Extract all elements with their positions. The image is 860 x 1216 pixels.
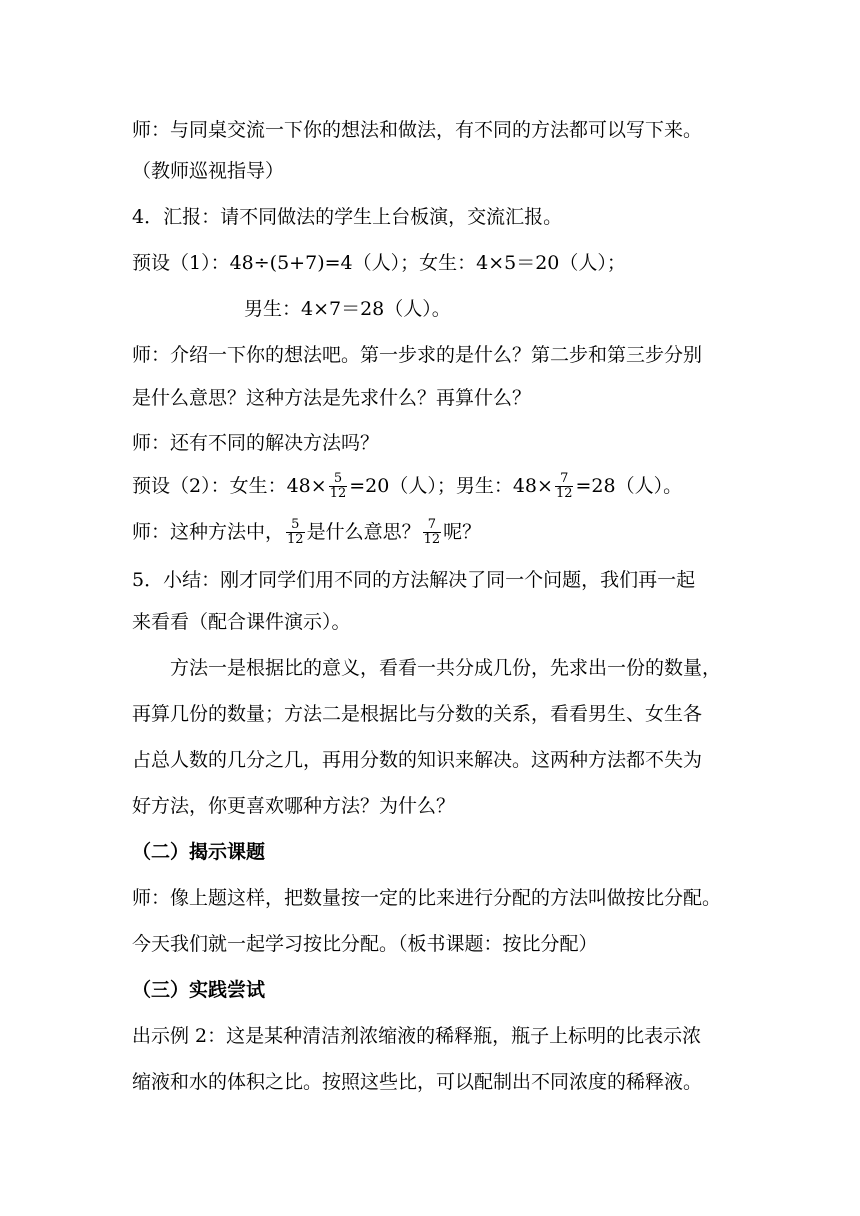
section-heading: （三）实践尝试 bbox=[132, 979, 266, 1001]
fraction bbox=[286, 518, 305, 547]
paragraph-line: 好方法，你更喜欢哪种方法？为什么？ bbox=[132, 795, 456, 817]
text-segment: =20（人）；男生：48× bbox=[349, 475, 553, 497]
paragraph-line: 4．汇报：请不同做法的学生上台板演，交流汇报。 bbox=[132, 206, 563, 228]
paragraph-line: 今天我们就一起学习按比分配。（板书课题：按比分配） bbox=[132, 933, 598, 955]
paragraph-line: 出示例 2：这是某种清洁剂浓缩液的稀释瓶，瓶子上标明的比表示浓 bbox=[132, 1025, 702, 1047]
paragraph-line: 再算几份的数量；方法二是根据比与分数的关系，看看男生、女生各 bbox=[132, 703, 703, 725]
text-segment: =28（人）。 bbox=[575, 475, 683, 497]
formula-line bbox=[132, 518, 481, 546]
fraction-numerator: 5 bbox=[286, 518, 305, 533]
fraction-denominator: 12 bbox=[555, 485, 573, 501]
paragraph-line: 方法一是根据比的意义，看看一共分成几份，先求出一份的数量， bbox=[170, 657, 722, 679]
paragraph-line: 师：还有不同的解决方法吗？ bbox=[132, 432, 380, 454]
paragraph-line: 缩液和水的体积之比。按照这些比，可以配制出不同浓度的稀释液。 bbox=[132, 1071, 703, 1093]
fraction bbox=[329, 472, 348, 501]
fraction-numerator: 5 bbox=[329, 472, 348, 487]
paragraph-line: 5．小结：刚才同学们用不同的方法解决了同一个问题，我们再一起 bbox=[132, 569, 696, 591]
fraction-denominator: 12 bbox=[287, 531, 304, 547]
paragraph-line: （教师巡视指导） bbox=[132, 160, 285, 182]
text-segment: 呢？ bbox=[443, 521, 482, 543]
paragraph-line: 师：介绍一下你的想法吧。第一步求的是什么？第二步和第三步分别 bbox=[132, 344, 703, 366]
paragraph-line: 师：像上题这样，把数量按一定的比来进行分配的方法叫做按比分配。 bbox=[132, 887, 722, 909]
paragraph-line: 男生：4×7＝28（人）。 bbox=[244, 298, 451, 320]
formula-line bbox=[132, 472, 682, 500]
paragraph-line: 占总人数的几分之几，再用分数的知识来解决。这两种方法都不失为 bbox=[132, 749, 703, 771]
fraction-denominator: 12 bbox=[423, 531, 441, 547]
paragraph-line: 师：与同桌交流一下你的想法和做法，有不同的方法都可以写下来。 bbox=[132, 119, 703, 141]
paragraph-line: 来看看（配合课件演示）。 bbox=[132, 611, 351, 633]
fraction-numerator: 7 bbox=[555, 472, 574, 487]
paragraph-line: 预设（1）：48÷(5+7)=4（人）；女生：4×5＝20（人）； bbox=[132, 252, 626, 274]
fraction-numerator: 7 bbox=[423, 518, 442, 533]
text-segment: 师：这种方法中， bbox=[132, 521, 285, 543]
section-heading: （二）揭示课题 bbox=[132, 841, 266, 863]
text-segment: 是什么意思？ bbox=[306, 521, 421, 543]
text-segment: 预设（2）：女生：48× bbox=[132, 475, 327, 497]
fraction bbox=[423, 518, 442, 547]
fraction-denominator: 12 bbox=[329, 485, 347, 501]
paragraph-line: 是什么意思？这种方法是先求什么？再算什么？ bbox=[132, 387, 532, 409]
fraction bbox=[555, 472, 574, 501]
